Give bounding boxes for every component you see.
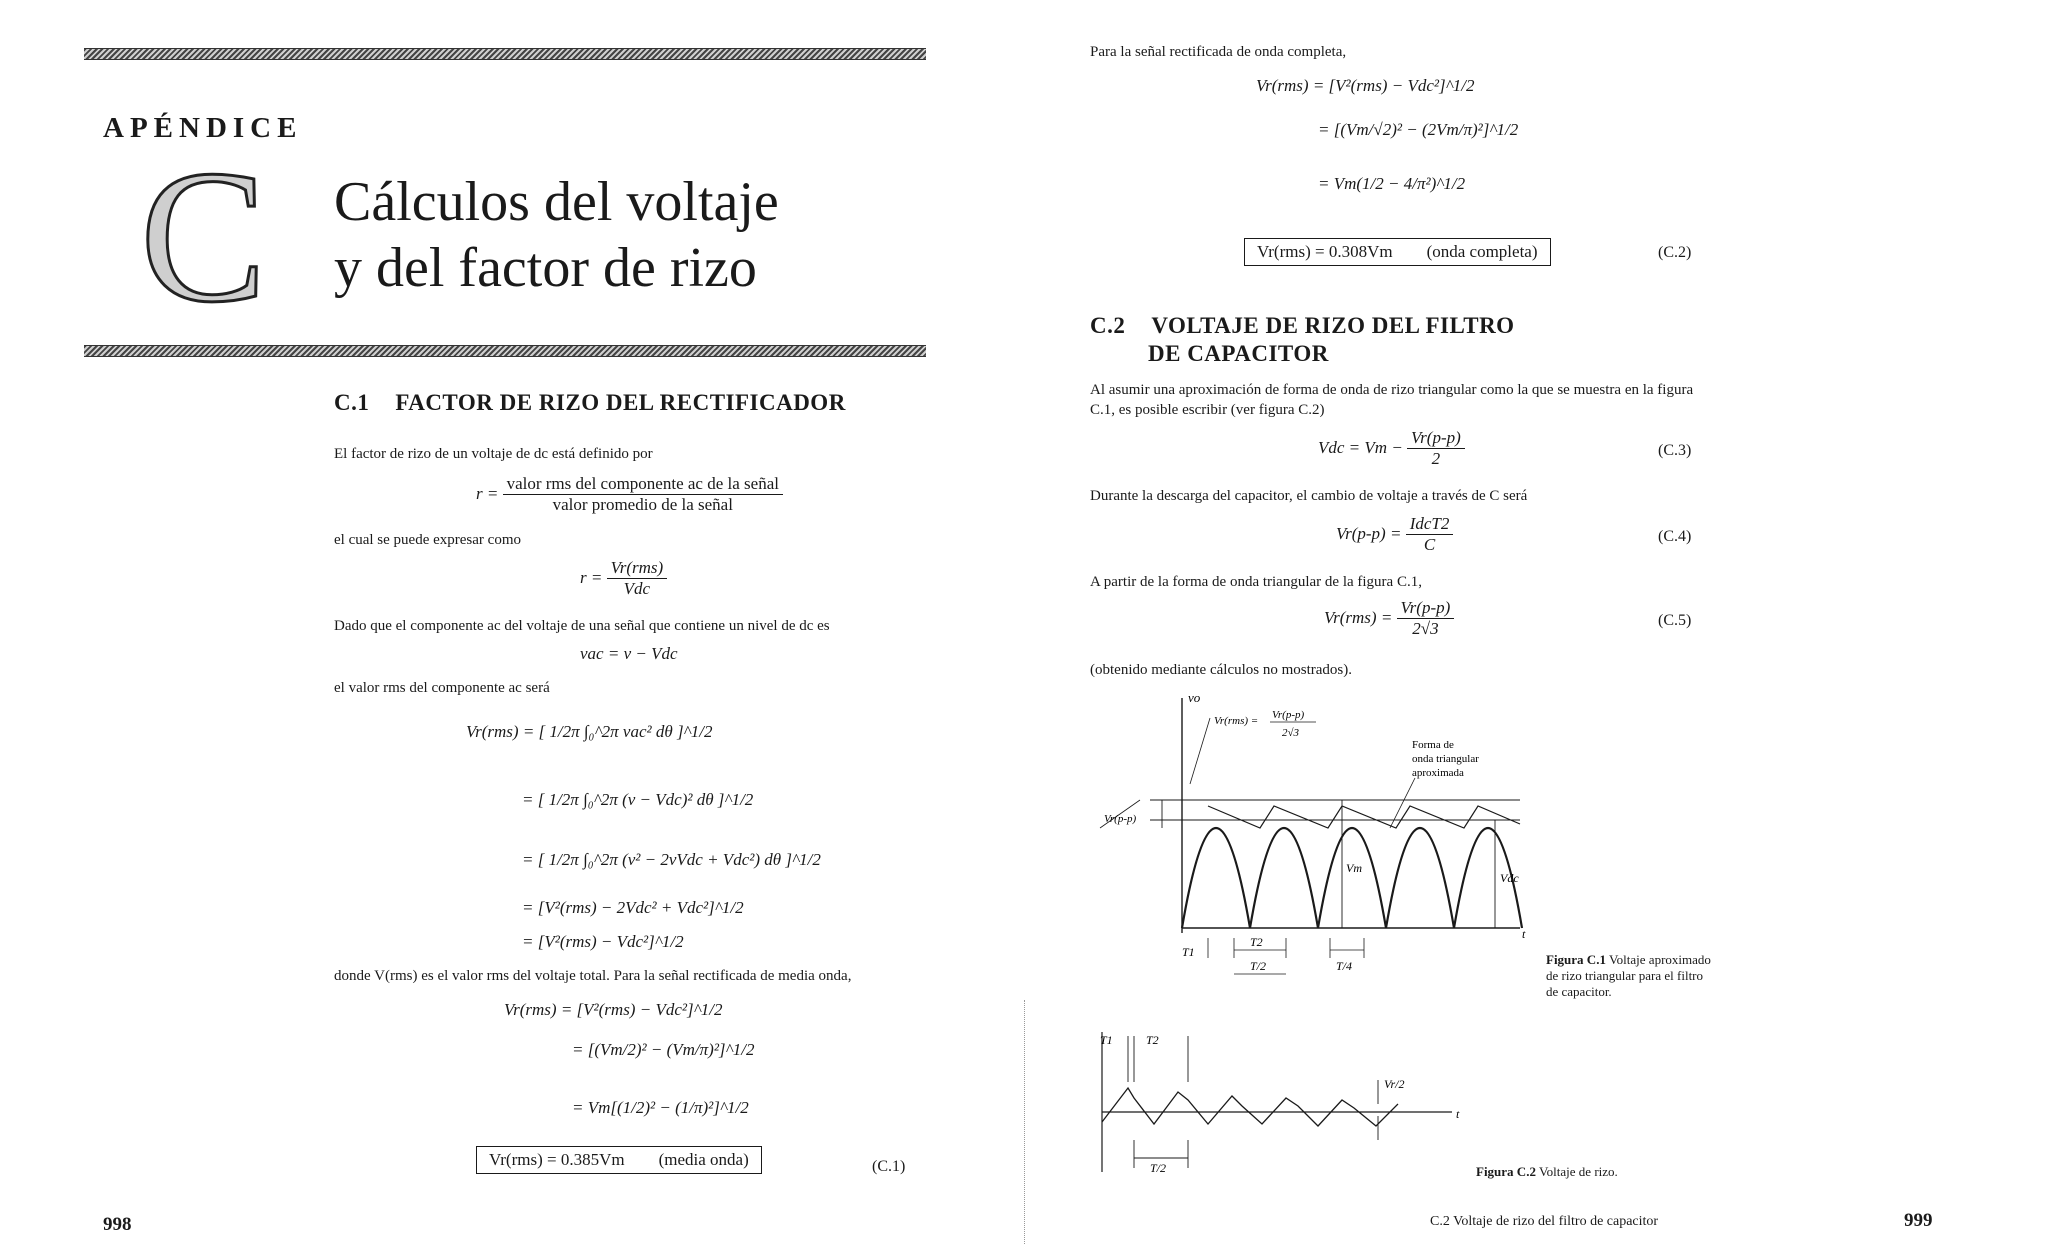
chapter-title <box>334 170 779 301</box>
equation-number-c2: (C.2) <box>1658 244 1692 261</box>
label-vpp: Vr(p-p) <box>1104 813 1137 825</box>
label-vm: Vm <box>1346 861 1362 875</box>
equation-vac: vac = v − Vdc <box>580 644 678 663</box>
top-rule <box>84 48 926 60</box>
section-heading-c2 <box>1090 312 1515 368</box>
fraction-numerator: valor rms del componente ac de la señal <box>503 474 783 495</box>
page-number-right: 999 <box>1904 1210 1933 1231</box>
equation-integral-line-4: = [V²(rms) − 2Vdc² + Vdc²]^1/2 <box>522 898 744 917</box>
equation-lhs: Vdc = Vm − <box>1318 437 1403 457</box>
equation-lhs: r = <box>580 567 603 587</box>
fraction-denominator: 2 <box>1431 449 1441 469</box>
equation-integral-line-1: Vr(rms) = [ 1/2π ∫₀^2π vac² dθ ]^1/2 <box>466 722 713 741</box>
paragraph: Para la señal rectificada de onda completa, <box>1090 44 1347 60</box>
appendix-label: APÉNDICE <box>103 112 303 144</box>
equation-number-c4: (C.4) <box>1658 528 1692 545</box>
fraction-denominator: 2√3 <box>1412 619 1439 639</box>
boxed-result-value: Vr(rms) = 0.385Vm <box>489 1150 625 1169</box>
equation-ripple-factor-definition <box>476 474 783 516</box>
figure-c2-caption <box>1476 1164 1618 1180</box>
figure-caption-text: Voltaje aproximado de rizo triangular para el filtro de capacitor. <box>1546 952 1711 999</box>
label-forma-3: aproximada <box>1412 767 1464 779</box>
section-title: FACTOR DE RIZO DEL RECTIFICADOR <box>395 390 846 415</box>
fraction <box>503 474 783 516</box>
equation-full-wave-line-1: Vr(rms) = [V²(rms) − Vdc²]^1/2 <box>1256 76 1475 95</box>
paragraph: Durante la descarga del capacitor, el cambio de voltaje a través de C será <box>1090 488 1528 504</box>
label-T1: T1 <box>1100 1033 1113 1047</box>
section-title-line-1: VOLTAJE DE RIZO DEL FILTRO <box>1151 313 1515 338</box>
label-vrms-num: Vr(p-p) <box>1272 709 1305 721</box>
section-number: C.1 <box>334 390 370 415</box>
label-T-half: T/2 <box>1250 959 1267 973</box>
bottom-rule <box>84 345 926 357</box>
fraction-numerator: IdcT2 <box>1406 514 1454 535</box>
leader-vrms <box>1190 718 1210 784</box>
equation-lhs: r = <box>476 483 499 503</box>
figure-caption-label: Figura C.2 <box>1476 1164 1536 1179</box>
equation-c4 <box>1336 514 1453 556</box>
section-title-line-2: DE CAPACITOR <box>1148 341 1329 366</box>
equation-full-wave-line-2: = [(Vm/√2)² − (2Vm/π)²]^1/2 <box>1318 120 1519 139</box>
chapter-title-line-1: Cálculos del voltaje <box>334 171 779 233</box>
equation-c5 <box>1324 598 1454 640</box>
label-vr-half: Vr/2 <box>1384 1077 1405 1091</box>
label-t: t <box>1456 1107 1460 1121</box>
equation-c3 <box>1318 428 1465 470</box>
label-T2: T2 <box>1146 1033 1159 1047</box>
boxed-result-c1 <box>476 1146 762 1174</box>
paragraph: Dado que el componente ac del voltaje de una señal que contiene un nivel de dc es <box>334 618 830 634</box>
figure-c2-diagram <box>1092 1022 1472 1182</box>
chapter-title-line-2: y del factor de rizo <box>334 236 757 299</box>
label-T1: T1 <box>1182 945 1195 959</box>
equation-integral-line-2: = [ 1/2π ∫₀^2π (v − Vdc)² dθ ]^1/2 <box>522 790 754 809</box>
label-vdc: Vdc <box>1500 871 1519 885</box>
label-T-quarter: T/4 <box>1336 959 1353 973</box>
equation-number-c3: (C.3) <box>1658 442 1692 459</box>
equation-half-wave-line-2: = [(Vm/2)² − (Vm/π)²]^1/2 <box>572 1040 755 1059</box>
equation-lhs: Vr(p-p) = <box>1336 523 1402 543</box>
fraction <box>607 558 668 600</box>
fraction-numerator: Vr(rms) <box>607 558 668 579</box>
label-vrms: Vr(rms) = <box>1214 715 1259 727</box>
leader-forma <box>1390 778 1415 828</box>
paragraph: donde V(rms) es el valor rms del voltaje total. Para la señal rectificada de media onda, <box>334 968 852 984</box>
paragraph: (obtenido mediante cálculos no mostrados). <box>1090 662 1353 678</box>
label-forma-1: Forma de <box>1412 739 1454 751</box>
equation-full-wave-line-3: = Vm(1/2 − 4/π²)^1/2 <box>1318 174 1466 193</box>
equation-half-wave-line-3: = Vm[(1/2)² − (1/π)²]^1/2 <box>572 1098 749 1117</box>
paragraph: A partir de la forma de onda triangular de la figura C.1, <box>1090 574 1422 590</box>
fraction-denominator: C <box>1423 535 1436 555</box>
fraction-denominator: Vdc <box>623 579 651 599</box>
running-footer: C.2 Voltaje de rizo del filtro de capacitor <box>1430 1214 1659 1229</box>
paragraph: el cual se puede expresar como <box>334 532 521 548</box>
boxed-result-note: (media onda) <box>658 1150 749 1169</box>
section-heading-c1 <box>334 390 846 416</box>
figure-c1-diagram <box>1090 688 1530 988</box>
label-T-half: T/2 <box>1150 1161 1167 1175</box>
label-T2: T2 <box>1250 935 1263 949</box>
page-number-left: 998 <box>103 1214 132 1235</box>
fraction-denominator: valor promedio de la señal <box>552 495 733 515</box>
paragraph: el valor rms del componente ac será <box>334 680 550 696</box>
label-forma-2: onda triangular <box>1412 753 1479 765</box>
label-vo: vo <box>1188 690 1201 705</box>
equation-half-wave-line-1: Vr(rms) = [V²(rms) − Vdc²]^1/2 <box>504 1000 723 1019</box>
page-divider <box>1024 1000 1026 1244</box>
paragraph: Al asumir una aproximación de forma de onda de rizo triangular como la que se muestra en la figura C.1, es posible escribir (ver figura C.2) <box>1090 382 1694 418</box>
boxed-result-value: Vr(rms) = 0.308Vm <box>1257 242 1393 261</box>
fraction <box>1397 598 1455 640</box>
figure-caption-label: Figura C.1 <box>1546 952 1606 967</box>
fraction <box>1407 428 1465 470</box>
ripple-waveform <box>1102 1088 1398 1126</box>
appendix-letter: C <box>140 132 267 342</box>
figure-c1-caption <box>1546 952 1714 1000</box>
equation-integral-line-5: = [V²(rms) − Vdc²]^1/2 <box>522 932 684 951</box>
label-vrms-den: 2√3 <box>1282 727 1300 739</box>
equation-number-c1: (C.1) <box>872 1158 906 1175</box>
paragraph: El factor de rizo de un voltaje de dc está definido por <box>334 446 653 462</box>
boxed-result-c2 <box>1244 238 1551 266</box>
fraction <box>1406 514 1454 556</box>
equation-lhs: Vr(rms) = <box>1324 607 1393 627</box>
triangular-ripple <box>1208 806 1520 828</box>
equation-number-c5: (C.5) <box>1658 612 1692 629</box>
full-wave-humps <box>1182 828 1522 928</box>
label-t: t <box>1522 927 1526 941</box>
fraction-numerator: Vr(p-p) <box>1397 598 1455 619</box>
boxed-result-note: (onda completa) <box>1426 242 1538 261</box>
section-number: C.2 <box>1090 313 1126 338</box>
equation-integral-line-3: = [ 1/2π ∫₀^2π (v² − 2vVdc + Vdc²) dθ ]^1/2 <box>522 850 821 869</box>
fraction-numerator: Vr(p-p) <box>1407 428 1465 449</box>
equation-ripple-factor-ratio <box>580 558 667 600</box>
figure-caption-text: Voltaje de rizo. <box>1538 1164 1618 1179</box>
